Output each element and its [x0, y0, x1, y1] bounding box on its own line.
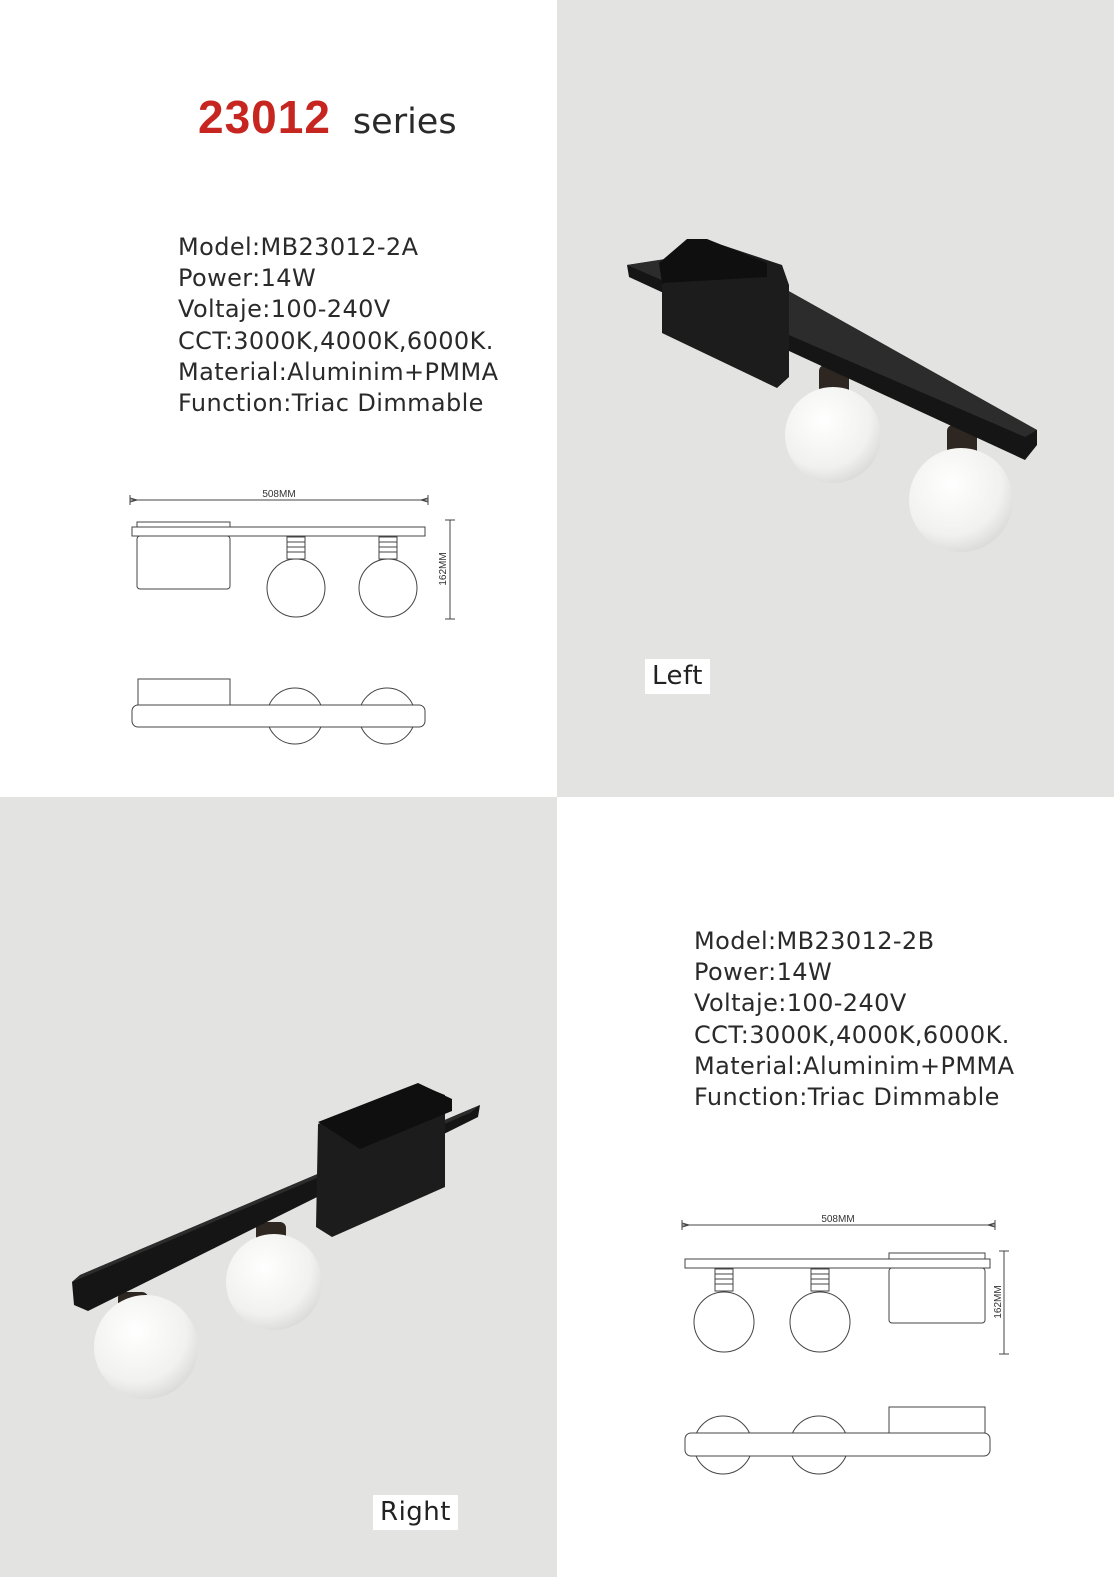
product-a-info-panel [0, 0, 557, 797]
product-b-width-label: 508MM [821, 1214, 855, 1225]
view-label-right: Right [373, 1495, 458, 1530]
spec-voltage: Voltaje:100-240V [694, 989, 907, 1018]
view-label-left: Left [645, 659, 710, 694]
product-b-fixture-photo [60, 1077, 490, 1417]
spec-function: Function:Triac Dimmable [694, 1083, 1000, 1112]
glass-globe [94, 1295, 198, 1399]
product-b-info-panel [557, 797, 1114, 1577]
spec-material: Material:Aluminim+PMMA [178, 357, 499, 386]
spec-power: Power:14W [694, 958, 833, 987]
product-a-height-label: 162MM [438, 552, 449, 586]
product-b-photo-panel [0, 797, 557, 1577]
series-word: series [352, 102, 457, 142]
product-a-top-drawing [125, 672, 465, 752]
product-a-fixture-photo [617, 225, 1047, 565]
product-a-width-label: 508MM [262, 489, 296, 500]
spec-cct: CCT:3000K,4000K,6000K. [178, 326, 494, 355]
mount-plate [659, 239, 767, 283]
product-a-photo-panel [557, 0, 1114, 797]
spec-material: Material:Aluminim+PMMA [694, 1051, 1015, 1080]
spec-function: Function:Triac Dimmable [178, 389, 484, 418]
glass-globe [909, 448, 1013, 552]
spec-model: Model:MB23012-2A [178, 233, 419, 261]
product-b-front-drawing [677, 1207, 1017, 1362]
spec-voltage: Voltaje:100-240V [178, 295, 391, 324]
product-b-specs [694, 926, 1014, 1113]
product-a-front-drawing [125, 480, 465, 630]
series-number: 23012 [198, 91, 331, 143]
glass-globe [226, 1234, 322, 1330]
glass-globe [785, 387, 881, 483]
spec-cct: CCT:3000K,4000K,6000K. [694, 1020, 1010, 1049]
product-a-specs [178, 232, 498, 419]
product-b-height-label: 162MM [993, 1285, 1004, 1319]
spec-power: Power:14W [178, 264, 317, 293]
product-b-top-drawing [677, 1402, 1017, 1482]
series-title [198, 90, 457, 144]
spec-model: Model:MB23012-2B [694, 927, 935, 955]
